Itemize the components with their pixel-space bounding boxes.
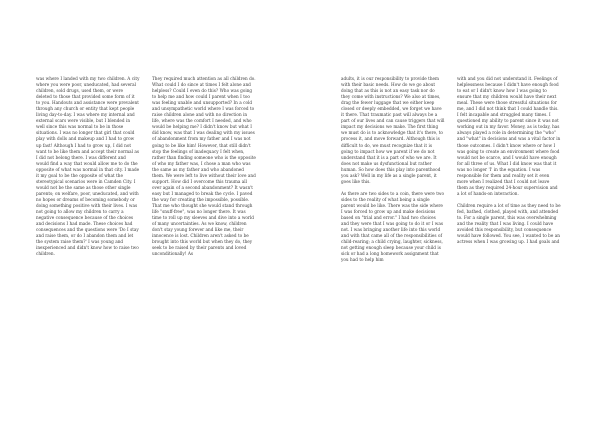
text-column-2 — [152, 76, 256, 257]
paragraph: Children require a lot of time as they need to be fed, bathed, clothed, played with, and attended to. For a single parent, this was overwhelming and the reality that I was living. I could have avoided this responsibility, but consequence would have followed. You see, I wanted to be an actress when I was growing up. I had goals and — [457, 202, 561, 245]
paragraph: with and you did not understand it. Feelings of helplessness because I didn't have enough food to eat or I didn't know how I was going to ensure that my children would have their next meal. These were those stressful situations for me, and I did not think that I could handle this. I felt incapable and struggled many times. I questioned my ability to parent since it was not working out in my favor. Money, as is today, has always played a role in determining the "who" and "what" in decisions and was a vital factor in those outcomes. I didn't know where or how I was going to create an environment where food would not be scarce, and I would have enough for all three of us. What I did know was that it was no longer 'I' in the equation. I was responsible for them and reality set it even more when I realized that I could not leave them as they required 24-hour supervision and a lot of hands-on interaction. — [457, 76, 561, 196]
paragraph: was where I landed with my two children. A city where you were poor, uneducated, had several children, sold drugs, used them, or were deleted to those that provided some form of it to you. Handouts and assistance were prevalent through any church or entity that kept people living day-to-day. I was where my internal and external scars were visible, but I blended in well since this was normal to be in those situations. I was no longer that girl that could play with dolls and makeup and I had to grow up fast! Although I had to grow up, I did not want to be like them and accept their normal as I did not belong there. I was different and would find a way that would allow me to do the opposite of what was normal in that city. I made it my goal to be the opposite of what the stereotypical scenarios were in Camden City. I would not be the same as those other single parents; on welfare, poor, uneducated, and with no hopes or dreams of becoming somebody or doing something positive with their lives. I was not going to allow my children to carry a negative consequence because of the choices and decisions I had made. These choices had consequences and the questions were 'Do I stay and raise them, or do I abandon them and let the system raise them?' I was young and inexperienced and didn't know how to raise two children. — [36, 76, 140, 257]
text-column-4 — [457, 76, 561, 245]
text-column-3 — [341, 76, 445, 263]
paragraph: As there are two sides to a coin, there were two sides to the reality of what being a single parent would be like. There was the side where I was forced to grow up and make decisions based on "trial and error." I had two choices and they were that I was going to do it or I was not. I was bringing another life into this world and with that came all of the responsibilities of child-rearing; a child crying, laughter, sickness, not getting enough sleep because your child is sick or had a long homework assignment that you had to help him — [341, 190, 444, 263]
text-column-1 — [36, 76, 140, 257]
paragraph: adults, it is our responsibility to provide them with their basic needs. How do we go about doing that as this is not an easy task nor do they come with instructions? We also at times, drag the fewer luggage that we either keep closed or deeply embedded, we forget we have it there. That traumatic past will always be a part of our lives and can cause triggers that will impact my decisions we make. The first thing we must do is to acknowledge that it's there, to process it, and move forward. Although this is difficult to do, we must recognize that it is going to impact how we parent if we do not understand that it is a part of who we are. It does not make us dysfunctional but rather human. So how does this play into parenthood you ask? Well in my life as a single parent, it goes like this. — [341, 76, 445, 184]
paragraph: They required much attention as all children do. What could I do since at times I felt alone and helpless? Could I even do this? Who was going to help me and how could I parent when I too was feeling unable and unsupported? In a cold and unsympathetic world where I was forced to raise children alone and with no direction in life, where was the comfort I needed, and who would be helping me? I didn't know but what I did know, was that I was dealing with my issues of abandonment from my father and I was not going to be like him! However, that still didn't stop the feelings of inadequacy I felt when, rather than finding someone who is the opposite of who my father was, I chose a man who was the same as my father and who abandoned them. We were left to live without their love and support. How did I overcome this trauma all over again of a second abandonment? It wasn't easy but I managed to break the cycle. I paved the way for creating the impossible, possible. That me who thought she would stand through life "snuff-free", was no longer there. It was time to roll up my sleeves and dive into a world of many uncertainties. As we know, children don't stay young forever and like me, their innocence is lost. Children aren't asked to be brought into this world but when they do, they seek to be raised by their parents and loved unconditionally! As — [152, 76, 256, 257]
